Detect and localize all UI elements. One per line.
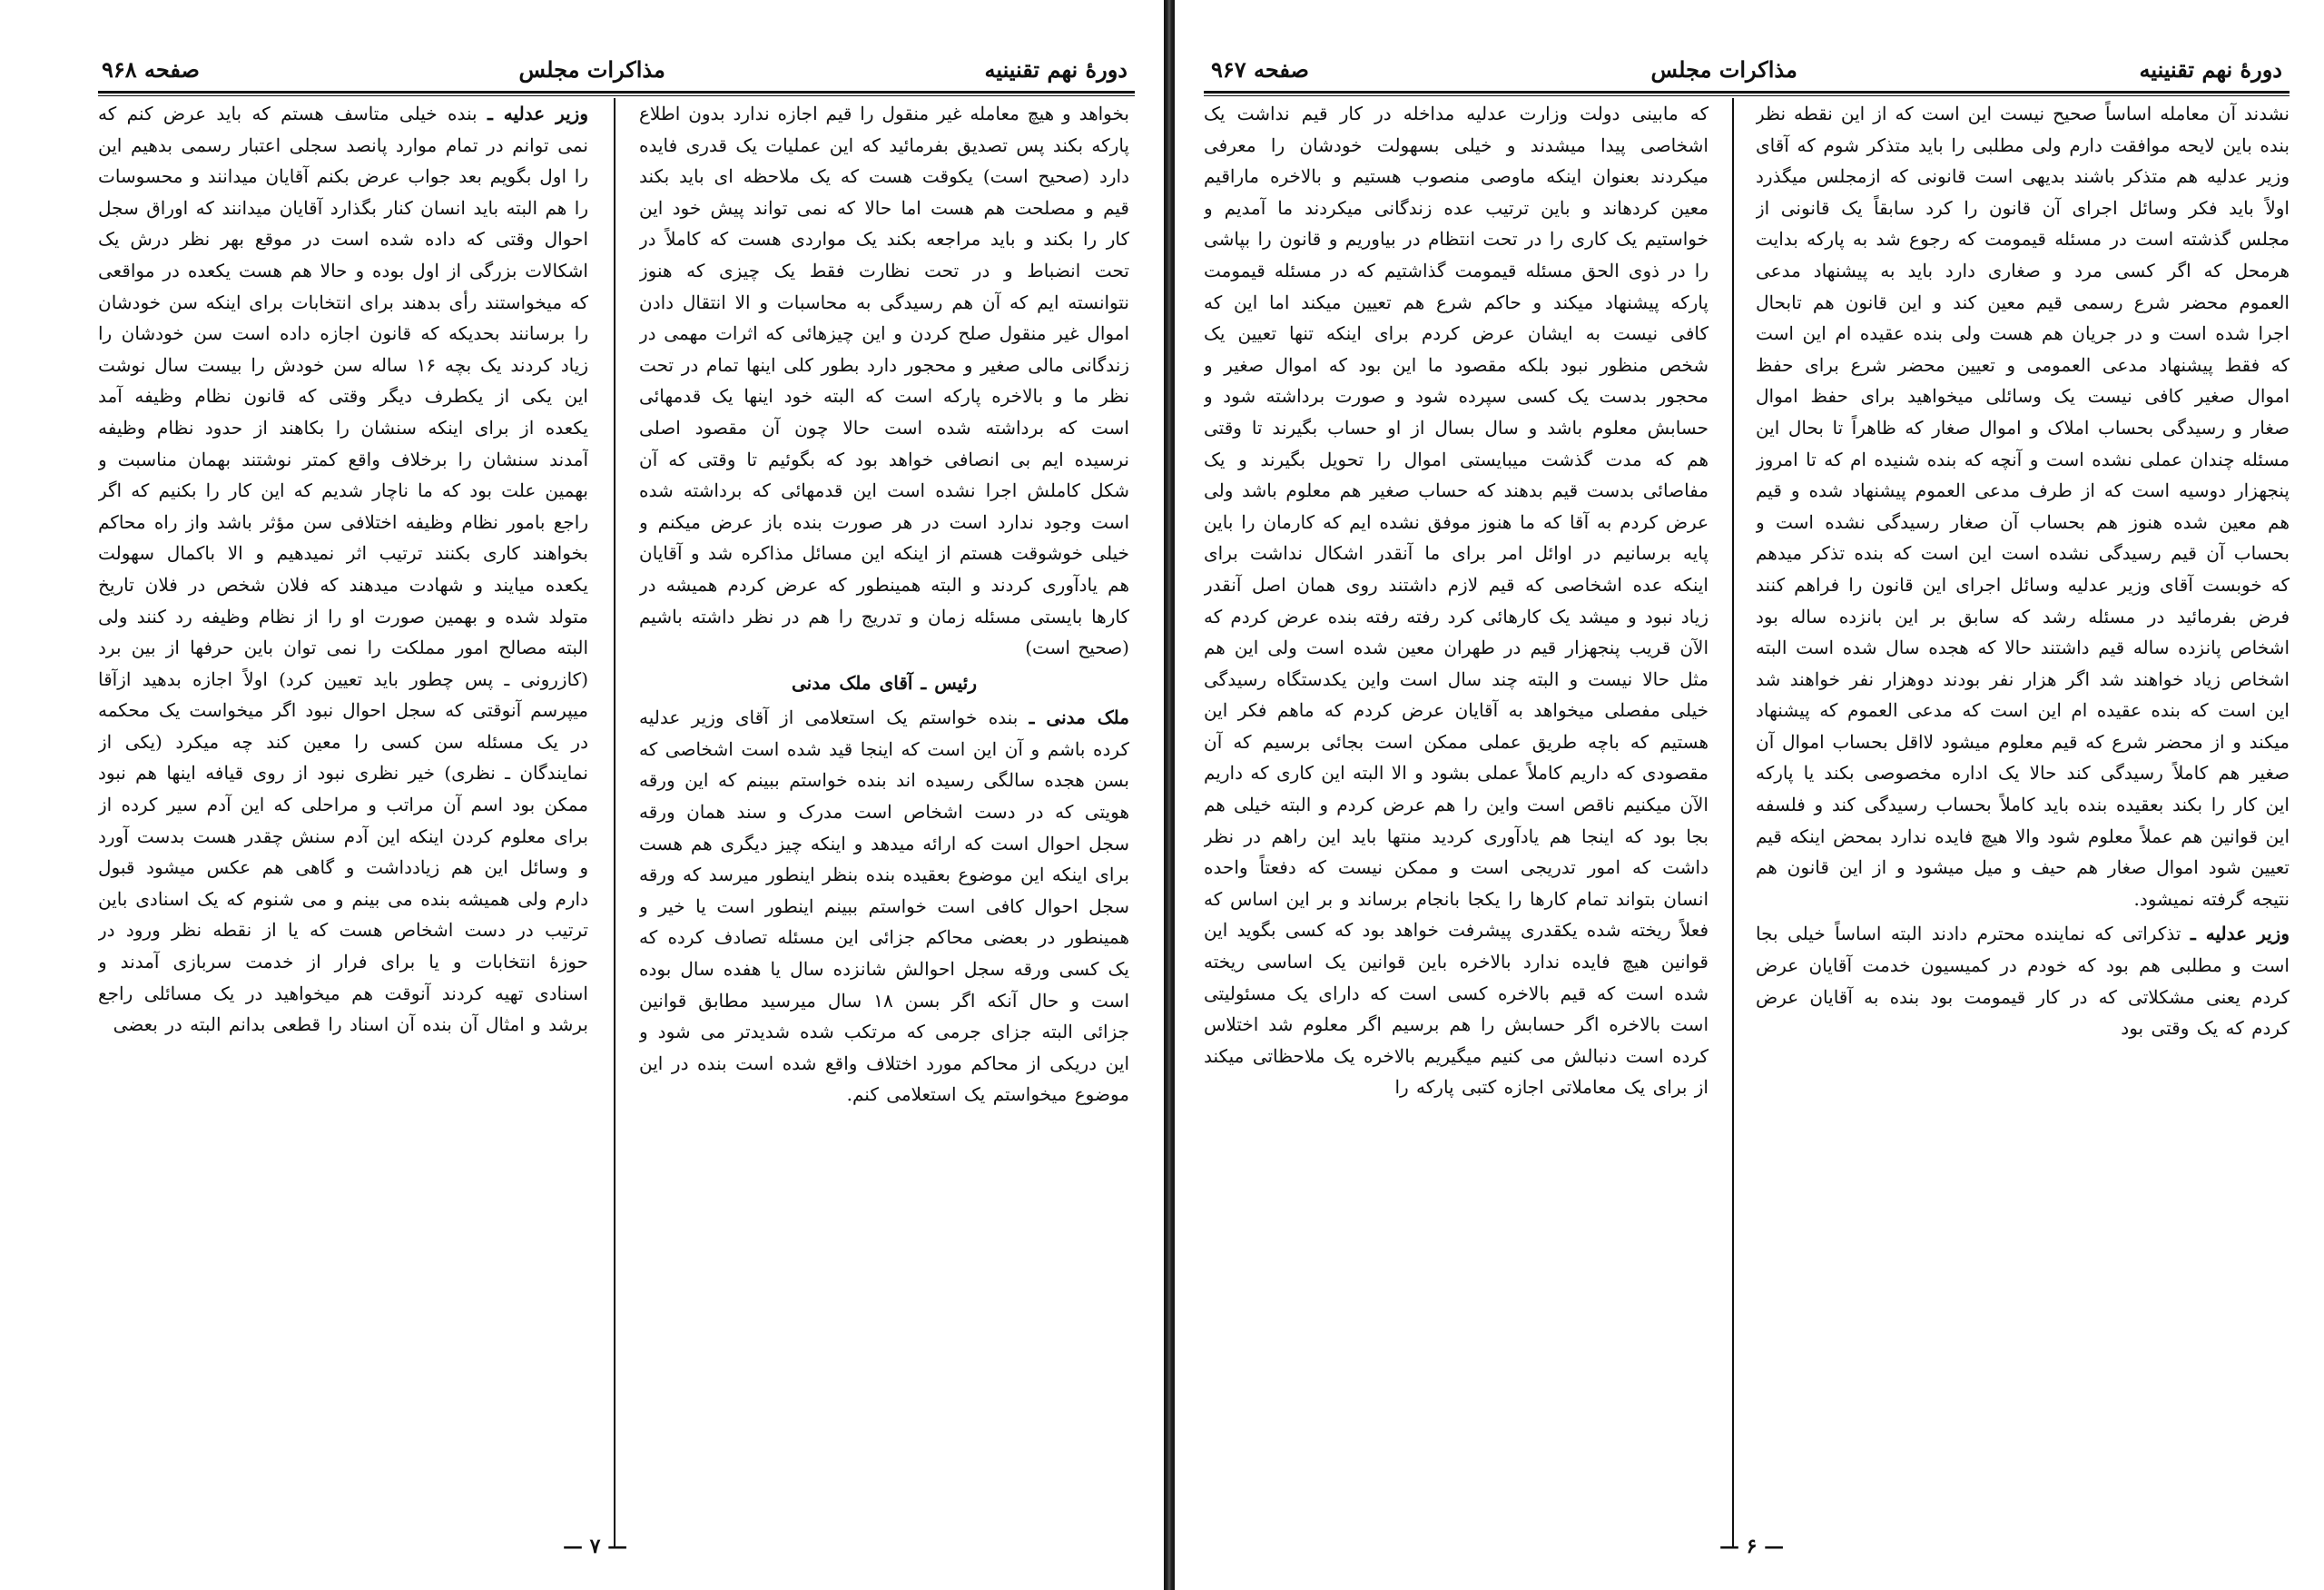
paragraph [98, 98, 588, 1041]
paragraph [1756, 918, 2290, 1043]
header-page-number: صفحه ۹۶۷ [1211, 55, 1309, 83]
chair-heading: رئیس ـ آقای ملک مدنی [791, 671, 977, 694]
running-header [102, 51, 1128, 87]
paragraph [639, 702, 1129, 1111]
header-journal: دورهٔ نهم تقنینیه [2139, 55, 2282, 83]
header-title: مذاکرات مجلس [1650, 55, 1797, 83]
column-divider [614, 98, 615, 1547]
paragraph: نشدند آن معامله اساساً صحیح نیست این است که از این نقطه نظر بنده باین لایحه موافقت دارم ولی مطلبی را باید متذکر شوم که آقای وزیر عدلیه هم متذکر باشند بدیهی است قانونی که ازمجلس میگذرد اولاً باید فکر وسائل اجرای آن قانون را کرد سابقاً یک قانونی از مجلس گذشته است در مسئله قیمومت که رجوع شد به پارکه بدایت هرمحل که اگر کسی مرد و صغاری دارد باید به پیشنهاد مدعی العموم محضر شرع رسمی قیم معین کند و این قانون هم تابحال اجرا شده است و در جریان هم هست ولی بنده عقیده ام این است که فقط پیشنهاد مدعی العمومی و تعیین محضر شرع برای حفظ اموال صغیر کافی نیست یک وسائلی میخواهید برای حفظ اموال صغار و رسیدگی بحساب املاک و اموال صغار که ظاهراً تا بحال این مسئله چندان عملی نشده است و آنچه که بنده شنیده ام که تا امروز پنجهزار دوسیه است که از طرف مدعی العموم پیشنهاد شده و قیم هم معین شده هنوز هم بحساب آن صغار رسیدگی نشده است و بحساب آن قیم رسیدگی نشده است این است که بنده تذکر میدهم که خوبست آقای وزیر عدلیه وسائل اجرای این قانون را فراهم کنند فرض بفرمائید در مسئله رشد که سابق بر این بانزده ساله بود اشخاص پانزده ساله قیم داشتند حالا که هجده سال شده است البته اشخاص زیاد خواهند شد اگر هزار نفر بودند دوهزار نفر خواهند شد این است که بنده عقیده ام این است که مدعی العموم که پیشنهاد میکند و از محضر شرع که قیم معلوم میشود لااقل بحساب اموال آن صغیر هم کاملاً رسیدگی کند حالا یک اداره مخصوصی بکند یا پارکه این کار را بکند بعقیده بنده باید کاملاً بحساب رسیدگی کند و فلسفه این قوانین هم عملاً معلوم شود والا هیچ فایده ندارد بمحض اینکه قیم تعیین شود اموال صغار هم حیف و میل میشود و از این قانون هم نتیجه گرفته نمیشود. [1756, 103, 2290, 910]
header-rule [98, 91, 1135, 96]
header-journal: دورهٔ نهم تقنینیه [984, 55, 1128, 83]
book-gutter [1164, 0, 1175, 1590]
paragraph-text: بنده خواستم یک استعلامی از آقای وزیر عدلیه کرده باشم و آن این است که اینجا قید شده است اشخاصی که بسن هجده سالگی رسیده اند بنده خواستم ببینم که این ورقه هویتی که در دست اشخاص است مدرک و سند همان ورقه سجل احوال است که ارائه میدهد و اینکه چیز دیگری هم هست برای اینکه این موضوع بعقیده بنده بنظر اینطور میرسد که ورقه سجل احوال کافی است خواستم ببینم اینطور است یا خیر و همینطور در بعضی محاکم جزائی این مسئله تصادف کرده که یک کسی ورقه سجل احوالش شانزده سال یا هفده سال بوده است و حال آنکه اگر بسن ۱۸ سال میرسید مطابق قوانین جزائی البته جزای جرمی که مرتکب شده شدیدتر می شود و این دریکی از محاکم مورد اختلاف واقع شده است بنده در این موضوع میخواستم یک استعلامی کنم. [639, 706, 1129, 1106]
text-column-right [639, 98, 1129, 1542]
header-title: مذاکرات مجلس [518, 55, 665, 83]
page-folio: — ۶ — [1719, 1535, 1785, 1558]
paragraph: بخواهد و هیچ معامله غیر منقول را قیم اجازه ندارد بدون اطلاع پارکه بکند پس تصدیق بفرمائید که این عملیات یک قدری فایده دارد (صحیح است) یکوقت هست که یک ملاحظه ای باید بکند قیم و مصلحت هم هست اما حالا که نمی تواند پیش خود این کار را بکند و باید مراجعه بکند یک مواردی هست که کاملاً در تحت انضباط و در تحت نظارت فقط یک چیزی که هنوز نتوانسته ایم که آن هم رسیدگی به محاسبات و الا انتقال دادن اموال غیر منقول صلح کردن و این چیزهائی که اثرات مهمی در زندگانی مالی صغیر و محجور دارد بطور کلی اینها تمام در تحت نظر ما و بالاخره پارکه است که البته خود اینها یک قدمهائی است که برداشته شده است حالا چون آن مقصود اصلی نرسیده ایم بی انصافی خواهد بود که بگوئیم تا وقتی که آن شکل کاملش اجرا نشده است این قدمهائی که برداشته شده است وجود ندارد است در هر صورت بنده باز عرض میکنم و خیلی خوشوقت هستم از اینکه این مسائل مذاکره شد و آقایان هم یادآوری کردند و البته همینطور که عرض کردم همیشه در کارها بایستی مسئله زمان و تدریج را هم در نظر داشته باشیم (صحیح است) [639, 103, 1129, 659]
text-column-left [1204, 98, 1709, 1542]
header-page-number: صفحه ۹۶۸ [102, 55, 200, 83]
running-header [1211, 51, 2282, 87]
header-rule [1204, 91, 2290, 96]
text-column-right [1756, 98, 2290, 1542]
page-folio: — ۷ — [563, 1535, 628, 1558]
speaker-label: ملک مدنی ـ [1029, 706, 1129, 729]
paragraph: که مابینی دولت وزارت عدلیه مداخله در کار قیم نداشت یک اشخاصی پیدا میشدند و خیلی بسهولت خودشان را معرفی میکردند بعنوان اینکه ماوصی منصوب هستیم و بالاخره ماراقیم معین کردهاند و باین ترتیب عده زندگانی میکردند ما آمدیم و خواستیم یک کاری را در تحت انتظام در بیاوریم و قانون را بپاشی را در ذوی الحق مسئله قیمومت گذاشتیم که در مسئله قیمومت پارکه پیشنهاد میکند و حاکم شرع هم تعیین میکند اما این که کافی نیست به ایشان عرض کردم برای اینکه تنها تعیین یک شخص منظور نبود بلکه مقصود ما این بود که اموال صغیر و محجور بدست یک کسی سپرده شود و صورت برداشته شود و حسابش معلوم باشد و سال بسال از او حساب بگیرند تا وقتی هم که مدت گذشت میبایستی اموال را تحویل بگیرند و یک مفاصائی بدست قیم بدهند که حساب صغیر هم معلوم باشد ولی عرض کردم به آقا که ما هنوز موفق نشده ایم که کارمان را باین پایه برسانیم در اوائل امر برای ما آنقدر اشکال نداشت برای اینکه عده اشخاصی که قیم لازم داشتند روی همان اصل آنقدر زیاد نبود و میشد یک کارهائی کرد رفته رفته بنده عرض کردم که الآن قریب پنجهزار قیم در طهران معین شده است ولی این هم مثل حالا نیست و البته چند سال است واین یکدستگاه رسیدگی خیلی مفصلی میخواهد به آقایان عرض کردم که ماهم فکر این هستیم که باچه طریق عملی ممکن است بجائی برسیم که آن مقصودی که داریم کاملاً عملی بشود و الا البته این کاری که داریم الآن میکنیم ناقص است واین را هم عرض کردم و البته خیلی هم بجا بود که اینجا هم یادآوری کردید منتها باید این راهم در نظر داشت که امور تدریجی است و ممکن نیست که دفعتاً واحده انسان بتواند تمام کارها را یکجا بانجام برساند و بر این اساس که فعلاً ریخته شده یکقدری پیشرفت خواهد بود که کسی بگوید این قوانین هیچ فایده ندارد بالاخره باین قوانین یک اساسی ریخته شده است که قیم بالاخره کسی است که دارای یک مسئولیتی است بالاخره اگر حسابش را هم برسیم اگر معلوم شد اختلاس کرده است دنبالش می کنیم میگیریم بالاخره یک ملاحظاتی میکند از برای یک معاملاتی اجازه کتبی پارکه را [1204, 103, 1709, 1099]
right-page [1175, 0, 2324, 1590]
speaker-label: وزیر عدلیه ـ [2190, 923, 2290, 945]
column-divider [1732, 98, 1734, 1547]
paragraph-text: تذکراتی که نماینده محترم دادند البته اساساً خیلی بجا است و مطلبی هم بود که خودم در کمیسیون خدمت آقایان عرض کردم یعنی مشکلاتی که در کار قیمومت بود بنده به آقایان عرض کردم که یک وقتی بود [1756, 923, 2290, 1040]
paragraph-text: بنده خیلی متاسف هستم که باید عرض کنم که نمی توانم در تمام موارد پانصد سجلی اعتبار رسمی بدهیم این را اول بگویم بعد جواب عرض بکنم آقایان میدانند و محسوسات را هم البته باید انسان کنار بگذارد آقایان میدانند که اوراق سجل احوال وقتی که داده شده است در موقع بهر نظر درش یک اشکالات بزرگی از اول بوده و حالا هم هست یکعده در مواقعی که میخواستند رأی بدهند برای انتخابات برای اینکه سن خودشان را برسانند بحدیکه که قانون اجازه داده است سن خودشان را زیاد کردند یک بچه ۱۶ ساله سن خودش را بیست سال نوشت این یکی از یکطرف دیگر وقتی که قانون نظام وظیفه آمد یکعده از برای اینکه سنشان را بکاهند از حدود نظام وظیفه آمدند سنشان را برخلاف واقع کمتر نوشتند بهمان مناسبت و بهمین علت بود که ما ناچار شدیم که این کار را بکنیم که اگر راجع بامور نظام وظیفه اختلافی سن مؤثر باشد واز راه محاکم بخواهند کاری بکنند ترتیب اثر نمیدهیم و الا باکمال سهولت یکعده میایند و شهادت میدهند که فلان شخص در فلان تاریخ متولد شده و بهمین صورت او را از نظام وظیفه رد کنند ولی البته مصالح امور مملکت را نمی توان باین حرفها از بین برد (کازرونی ـ پس چطور باید تعیین کرد) اولاً اجازه بدهید ازآقا میپرسم آنوقتی که سجل احوال نبود اگر میخواست یک محکمه در یک مسئله سن کسی را معین کند چه میکرد (یکی از نمایندگان ـ نظری) خیر نظری نبود از روی قیافه اینها هم نبود ممکن بود اسم آن مراتب و مراحلی که این آدم سیر کرده از برای معلوم کردن اینکه این آدم سنش چقدر هست بدست آورد و وسائل این هم زیادداشت و گاهی هم عکس میشود قبول دارم ولی همیشه بنده می بینم و می شنوم که یک اسنادی باین ترتیب در دست اشخاص هست که یا از نقطه نظر ورود در حوزهٔ انتخابات و یا برای فرار از خدمت سربازی آمدند و اسنادی تهیه کردند آنوقت هم میخواهید در یک مسائلی راجع برشد و امثال آن بنده آن اسناد را قطعی بدانم البته در بعضی [98, 103, 588, 1036]
text-column-left [98, 98, 588, 1542]
speaker-label: وزیر عدلیه ـ [487, 103, 588, 124]
